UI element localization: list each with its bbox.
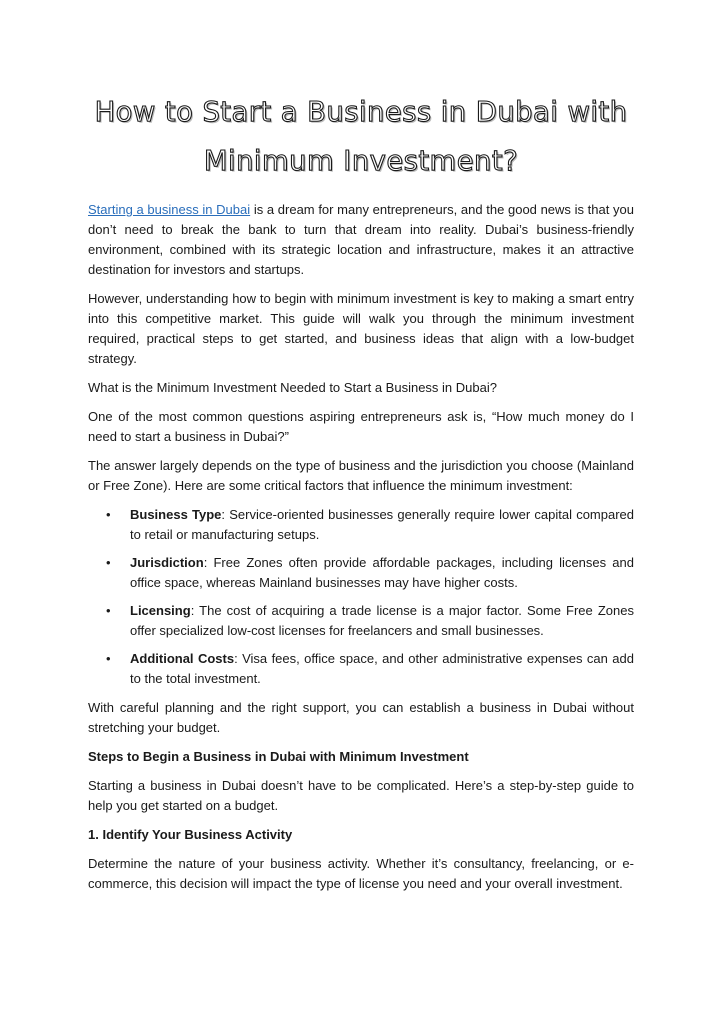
factors-list: [88, 505, 634, 689]
bullet-icon: •: [106, 603, 111, 618]
steps-heading: Steps to Begin a Business in Dubai with Minimum Investment: [88, 749, 469, 764]
factor-term: Additional Costs: [130, 651, 235, 666]
document-page: [88, 88, 634, 903]
paragraph-common-question: One of the most common questions aspiring entrepreneurs ask is, “How much money do I need to start a business in Dubai?”: [88, 409, 634, 444]
list-item: [106, 649, 634, 689]
title-line-2: Minimum Investment?: [203, 145, 519, 177]
paragraph-answer: The answer largely depends on the type of business and the jurisdiction you choose (Mainland or Free Zone). Here are some critical factors that influence the minimum investment:: [88, 458, 634, 493]
factor-text: : The cost of acquiring a trade license is a major factor. Some Free Zones offer specialized low-cost licenses for freelancers and small businesses.: [130, 603, 634, 638]
list-item: [106, 553, 634, 593]
list-item: [106, 601, 634, 641]
factor-term: Business Type: [130, 507, 222, 522]
paragraph-understanding: However, understanding how to begin with minimum investment is key to making a smart entry into this competitive market. This guide will walk you through the minimum investment required, practical steps to get started, and business ideas that align with a low-budget strategy.: [88, 291, 634, 366]
paragraph-careful-planning: With careful planning and the right support, you can establish a business in Dubai without stretching your budget.: [88, 700, 634, 735]
intro-text: is a dream for many entrepreneurs, and the good news is that you don’t need to break the bank to turn that dream into reality. Dubai’s business-friendly environment, combined with its strategic location and infrastructure, makes it an attractive destination for investors and startups.: [88, 202, 634, 277]
paragraph-step-guide: Starting a business in Dubai doesn’t have to be complicated. Here’s a step-by-step guide to help you get started on a budget.: [88, 778, 634, 813]
title-line-1: How to Start a Business in Dubai with: [94, 96, 628, 128]
factor-text: : Service-oriented businesses generally require lower capital compared to retail or manufacturing setups.: [130, 507, 635, 542]
intro-paragraph: [88, 200, 634, 280]
bullet-icon: •: [106, 507, 111, 522]
step1-heading: 1. Identify Your Business Activity: [88, 827, 293, 842]
factor-term: Jurisdiction: [130, 555, 204, 570]
factor-text: : Free Zones often provide affordable packages, including licenses and office space, whereas Mainland businesses may have higher costs.: [130, 555, 634, 590]
paragraph-business-activity: Determine the nature of your business activity. Whether it’s consultancy, freelancing, or e-commerce, this decision will impact the type of license you need and your overall investment.: [88, 856, 634, 891]
question-heading: What is the Minimum Investment Needed to Start a Business in Dubai?: [88, 380, 497, 395]
page-title: [88, 88, 634, 186]
list-item: [106, 505, 635, 545]
bullet-icon: •: [106, 555, 111, 570]
factor-text: : Visa fees, office space, and other administrative expenses can add to the total investment.: [130, 651, 634, 686]
factor-term: Licensing: [130, 603, 191, 618]
bullet-icon: •: [106, 651, 111, 666]
starting-business-link[interactable]: Starting a business in Dubai: [88, 202, 251, 217]
